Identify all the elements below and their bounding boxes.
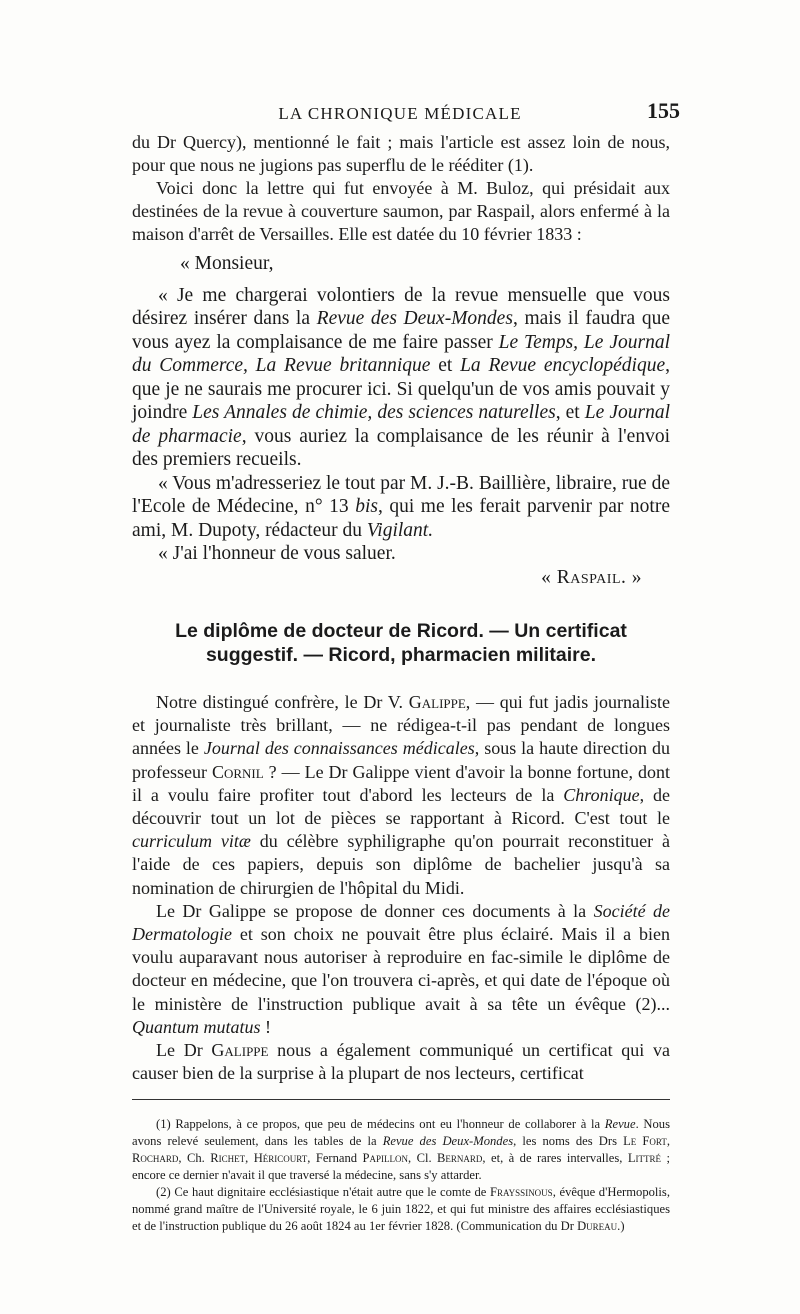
text-run: et [430, 355, 461, 376]
small-caps-name: Cornil [211, 761, 264, 782]
text-run: , et [555, 402, 585, 423]
article-paragraph [132, 1039, 670, 1085]
italic-title: Vigilant. [366, 519, 434, 541]
section-heading [132, 619, 670, 667]
text-run: ; encore ce dernier n'avait il que traversé la médecine, sans s'y attarder. [132, 1151, 670, 1183]
text-run: , que je ne saurais me procurer ici. Si quelqu'un de vos amis pouvait y joindre [132, 355, 670, 423]
letter-salutation: « Monsieur, [180, 253, 274, 274]
text-run: et, à de rares intervalles, [485, 1151, 628, 1166]
text-run: , de découvrir tout un lot de pièces se rapportant à Ricord. C'est tout le [132, 784, 670, 829]
italic-title: Journal des connaissances médicales [203, 738, 475, 759]
section-heading-line: Le diplôme de docteur de Ricord. — Un certificat [175, 620, 627, 642]
article-paragraph [132, 900, 670, 1039]
text-run: Notre distingué confrère, le Dr V. [156, 692, 409, 712]
footnote-divider [132, 1099, 670, 1100]
raspail-letter [132, 252, 670, 589]
text-run: , sous la haute direction du professeur [132, 738, 670, 782]
text-run: , les noms des Drs [513, 1134, 624, 1149]
italic-title: Revue [604, 1117, 636, 1132]
small-caps-name: Frayssinous [490, 1185, 553, 1200]
italic-title: La Revue encyclopédique [460, 355, 666, 376]
intro-text [132, 131, 670, 246]
italic-word: bis [355, 496, 378, 517]
italic-title: Le Temps, Le Journal du Commerce, La Revue britannique [132, 331, 670, 376]
text-run: . Nous avons relevé seulement, dans les tables de la [132, 1117, 670, 1149]
text-run: Ch. [181, 1151, 211, 1166]
article-paragraph [132, 691, 670, 900]
text-run: (1) Rappelons, à ce propos, que peu de médecins ont eu l'honneur de collaborer à la [156, 1117, 605, 1132]
page-number: 155 [647, 98, 680, 123]
small-caps-name: Galippe [211, 1040, 269, 1061]
text-run: ! [260, 1016, 272, 1037]
text-run: « Vous m'adresseriez le tout par M. J.-B. Baillière, libraire, rue de l'Ecole de Médecine, n° 13 [132, 472, 670, 517]
italic-title: Revue des Deux-Mondes [316, 308, 513, 329]
page-header [120, 98, 680, 128]
text-run: , évêque d'Hermopolis, nommé grand maître de l'Université royale, le 6 juin 1822, et qui fut ministre des affaires ecclésiastiques et de l'instruction publique du 26 août 1824 au 1er février 1828. (Communication du Dr [132, 1185, 670, 1234]
text-run: .) [617, 1219, 625, 1234]
text-run: et son choix ne pouvait être plus éclairé. Mais il a bien voulu auparavant nous autoriser à reproduire en fac-simile le diplôme de docteur en médecine, que l'on trouvera ci-après, et qui date de l'époque où le ministère de l'instruction publique avait à sa tête un évêque (2)... [132, 924, 670, 1014]
italic-title: Les Annales de chimie, des sciences naturelles [192, 402, 556, 423]
small-caps-name: Bernard, [437, 1151, 486, 1166]
text-run: (2) Ce haut dignitaire ecclésiastique n'était autre que le comte de [156, 1185, 490, 1200]
italic-title: Le Journal de pharmacie [132, 402, 671, 447]
letter-paragraph: « J'ai l'honneur de vous saluer. [158, 543, 396, 564]
text-run: , mais il faudra que vous ayez la complaisance de me faire passer [132, 308, 670, 353]
small-caps-name: Richet, Héricourt, [210, 1151, 311, 1166]
italic-phrase: curriculum vitæ [132, 831, 251, 852]
text-run: Fernand [310, 1151, 363, 1166]
letter-paragraph [132, 284, 670, 472]
italic-phrase: Quantum mutatus [132, 1016, 261, 1037]
footnote-2 [132, 1184, 670, 1235]
small-caps-name: Littré [627, 1151, 662, 1166]
italic-title: Chronique [563, 784, 640, 805]
letter-paragraph [132, 472, 670, 543]
small-caps-name: Dureau [577, 1219, 618, 1234]
small-caps-name: Papillon, [362, 1151, 412, 1166]
intro-paragraph: Voici donc la lettre qui fut envoyée à M. Buloz, qui présidait aux destinées de la revue à couverture saumon, par Raspail, alors enfermé à la maison d'arrêt de Versailles. Elle est datée du 10 février 1833 : [132, 178, 670, 244]
running-title: LA CHRONIQUE MÉDICALE [278, 104, 522, 123]
letter-signature: « Raspail. » [541, 566, 642, 588]
text-run: , qui me les ferait parvenir par notre ami, M. Dupoty, rédacteur du [132, 496, 671, 541]
text-run: nous a également communiqué un certificat qui va causer bien de la surprise à la plupart de nos lecteurs, certificat [132, 1040, 671, 1084]
section-heading-line: suggestif. — Ricord, pharmacien militaire. [205, 644, 597, 666]
footnotes [132, 1116, 670, 1235]
italic-title: Société de Dermatologie [132, 900, 670, 945]
text-run: Le Dr [156, 1040, 212, 1061]
text-run: , — qui fut jadis journaliste et journaliste très brillant, — ne rédigea-t-il pas pendant de longues années le [132, 692, 670, 759]
article-text [132, 691, 670, 1085]
footnote-1 [132, 1116, 670, 1184]
intro-paragraph: du Dr Quercy), mentionné le fait ; mais l'article est assez loin de nous, pour que nous ne jugions pas superflu de le rééditer (1). [132, 132, 670, 175]
small-caps-name: Le Fort, Rochard, [132, 1134, 671, 1166]
body-text [132, 131, 670, 1235]
italic-title: Revue des Deux-Mondes [382, 1134, 514, 1149]
text-run: « Je me chargerai volontiers de la revue mensuelle que vous désirez insérer dans la [132, 284, 670, 329]
small-caps-name: Galippe [408, 692, 466, 712]
text-run: ? — Le Dr Galippe vient d'avoir la bonne fortune, dont il a voulu faire profiter tout d'abord les lecteurs de la [132, 761, 670, 805]
text-run: , vous auriez la complaisance de les réunir à l'envoi des premiers recueils. [132, 425, 670, 470]
text-run: du célèbre syphiligraphe qu'on pourrait reconstituer à l'aide de ces papiers, depuis son diplôme de bachelier jusqu'à sa nomination de chirurgien de l'hôpital du Midi. [132, 831, 670, 898]
text-run: Le Dr Galippe se propose de donner ces documents à la [156, 900, 594, 921]
text-run: Cl. [411, 1151, 438, 1166]
